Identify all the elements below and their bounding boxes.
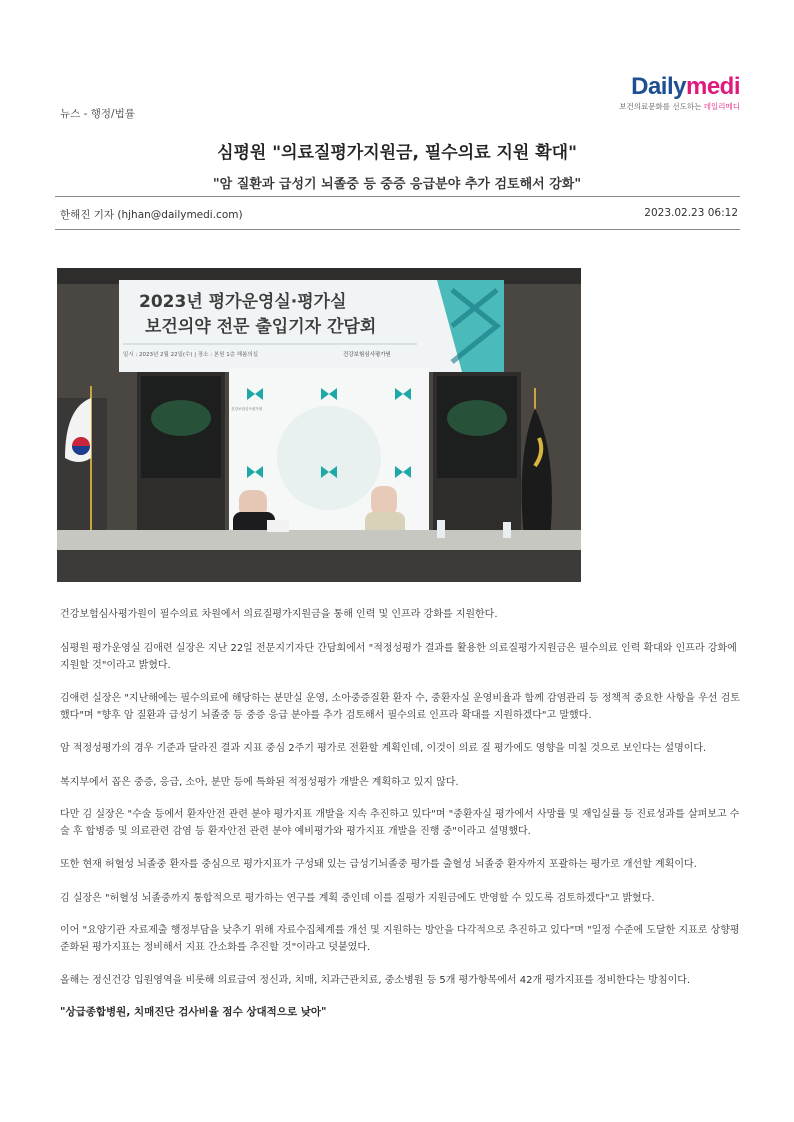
byline-top-divider <box>55 196 740 197</box>
article-paragraph: 심평원 평가운영실 김애련 실장은 지난 22일 전문지기자단 간담회에서 "적정성평가 결과를 활용한 의료질평가지원금은 필수의료 인력 확대와 인프라 강화에 지원할 것"이라고 밝혔다. <box>60 643 737 671</box>
banner-info: 일시 : 2023년 2월 22일(수) | 장소 : 본원 1층 해봄의실 <box>123 352 259 358</box>
article-paragraph: 김애련 실장은 "지난해에는 필수의료에 해당하는 분만실 운영, 소아중증질환 환자 수, 중환자실 운영비율과 함께 감염관리 등 정책적 중요한 사항을 우선 검토했다"며 "향후 암 질환과 급성기 뇌졸중 등 중증 응급 분야를 추가 검토해서 필수의료 인프라 확대를 지원하겠다"고 말했다. <box>60 693 740 721</box>
article-paragraph: 이어 "요양기관 자료제출 행정부담을 낮추기 위해 자료수집체계를 개선 및 지원하는 방안을 다각적으로 추진하고 있다"며 "일정 수준에 도달한 지표로 상향평준화된 평가지표는 정비해서 지표 간소화를 추진할 것"이라고 덧붙였다. <box>60 925 740 953</box>
banner-organization: 건강보험심사평가원 <box>343 352 391 358</box>
article-byline: 한해진 기자 (hjhan@dailymedi.com) <box>60 209 243 221</box>
article-paragraph: 올해는 정신건강 입원영역을 비롯해 의료급여 정신과, 치매, 치과근관치료, 중소병원 등 5개 평가항목에서 42개 평가지표를 정비한다는 방침이다. <box>60 975 691 986</box>
article-category: 뉴스 - 행정/법률 <box>60 108 135 120</box>
logo-medi-text: medi <box>685 73 740 100</box>
logo-tagline-prefix: 보건의료문화를 선도하는 <box>619 102 702 111</box>
article-date: 2023.02.23 06:12 <box>644 207 738 219</box>
byline-bottom-divider <box>55 229 740 230</box>
section-heading: "상급종합병원, 치매진단 검사비율 점수 상대적으로 낮아" <box>60 1006 327 1018</box>
article-paragraph: 복지부에서 꼽은 중증, 응급, 소아, 분만 등에 특화된 적정성평가 개발은 계획하고 있지 않다. <box>60 777 459 788</box>
article-paragraph: 건강보험심사평가원이 필수의료 차원에서 의료질평가지원금을 통해 인력 및 인프라 강화를 지원한다. <box>60 609 498 620</box>
article-subheadline: "암 질환과 급성기 뇌졸중 등 중증 응급분야 추가 검토해서 강화" <box>212 177 582 192</box>
logo-tagline <box>619 101 740 112</box>
article-headline: 심평원 "의료질평가지원금, 필수의료 지원 확대" <box>217 143 577 163</box>
logo-tagline-brand: 데일리메디 <box>703 102 740 111</box>
logo-wordmark <box>619 74 740 100</box>
dailymedi-logo[interactable] <box>619 74 740 112</box>
banner-title-line2: 보건의약 전문 출입기자 간담회 <box>145 317 377 337</box>
banner-title-line1: 2023년 평가운영실·평가실 <box>139 292 347 312</box>
article-paragraph: 김 실장은 "허혈성 뇌졸중까지 통합적으로 평가하는 연구를 계획 중인데 이를 질평가 지원금에도 반영할 수 있도록 검토하겠다"고 밝혔다. <box>60 893 655 904</box>
article-paragraph: 암 적정성평가의 경우 기준과 달라진 결과 지표 중심 2주기 평가로 전환할 계획인데, 이것이 의료 질 평가에도 영향을 미칠 것으로 보인다는 설명이다. <box>60 743 707 754</box>
backdrop-label: 건강보험심사평가원 <box>231 407 263 411</box>
article-paragraph: 또한 현재 허혈성 뇌졸중 환자를 중심으로 평가지표가 구성돼 있는 급성기뇌졸중 평가를 출혈성 뇌졸중 환자까지 포괄하는 평가로 개선할 계획이다. <box>60 859 697 870</box>
article-paragraph: 다만 김 실장은 "수술 등에서 환자안전 관련 분야 평가지표 개발을 지속 추진하고 있다"며 "중환자실 평가에서 사망률 및 재입실률 등 진료성과를 살펴보고 수술 후 합병증 및 의료관련 감염 등 환자안전 관련 분야 예비평가와 평가지표 개발을 진행 중"이라고 설명했다. <box>60 809 740 837</box>
article-photo <box>57 268 581 582</box>
logo-daily-text: Daily <box>631 73 686 100</box>
